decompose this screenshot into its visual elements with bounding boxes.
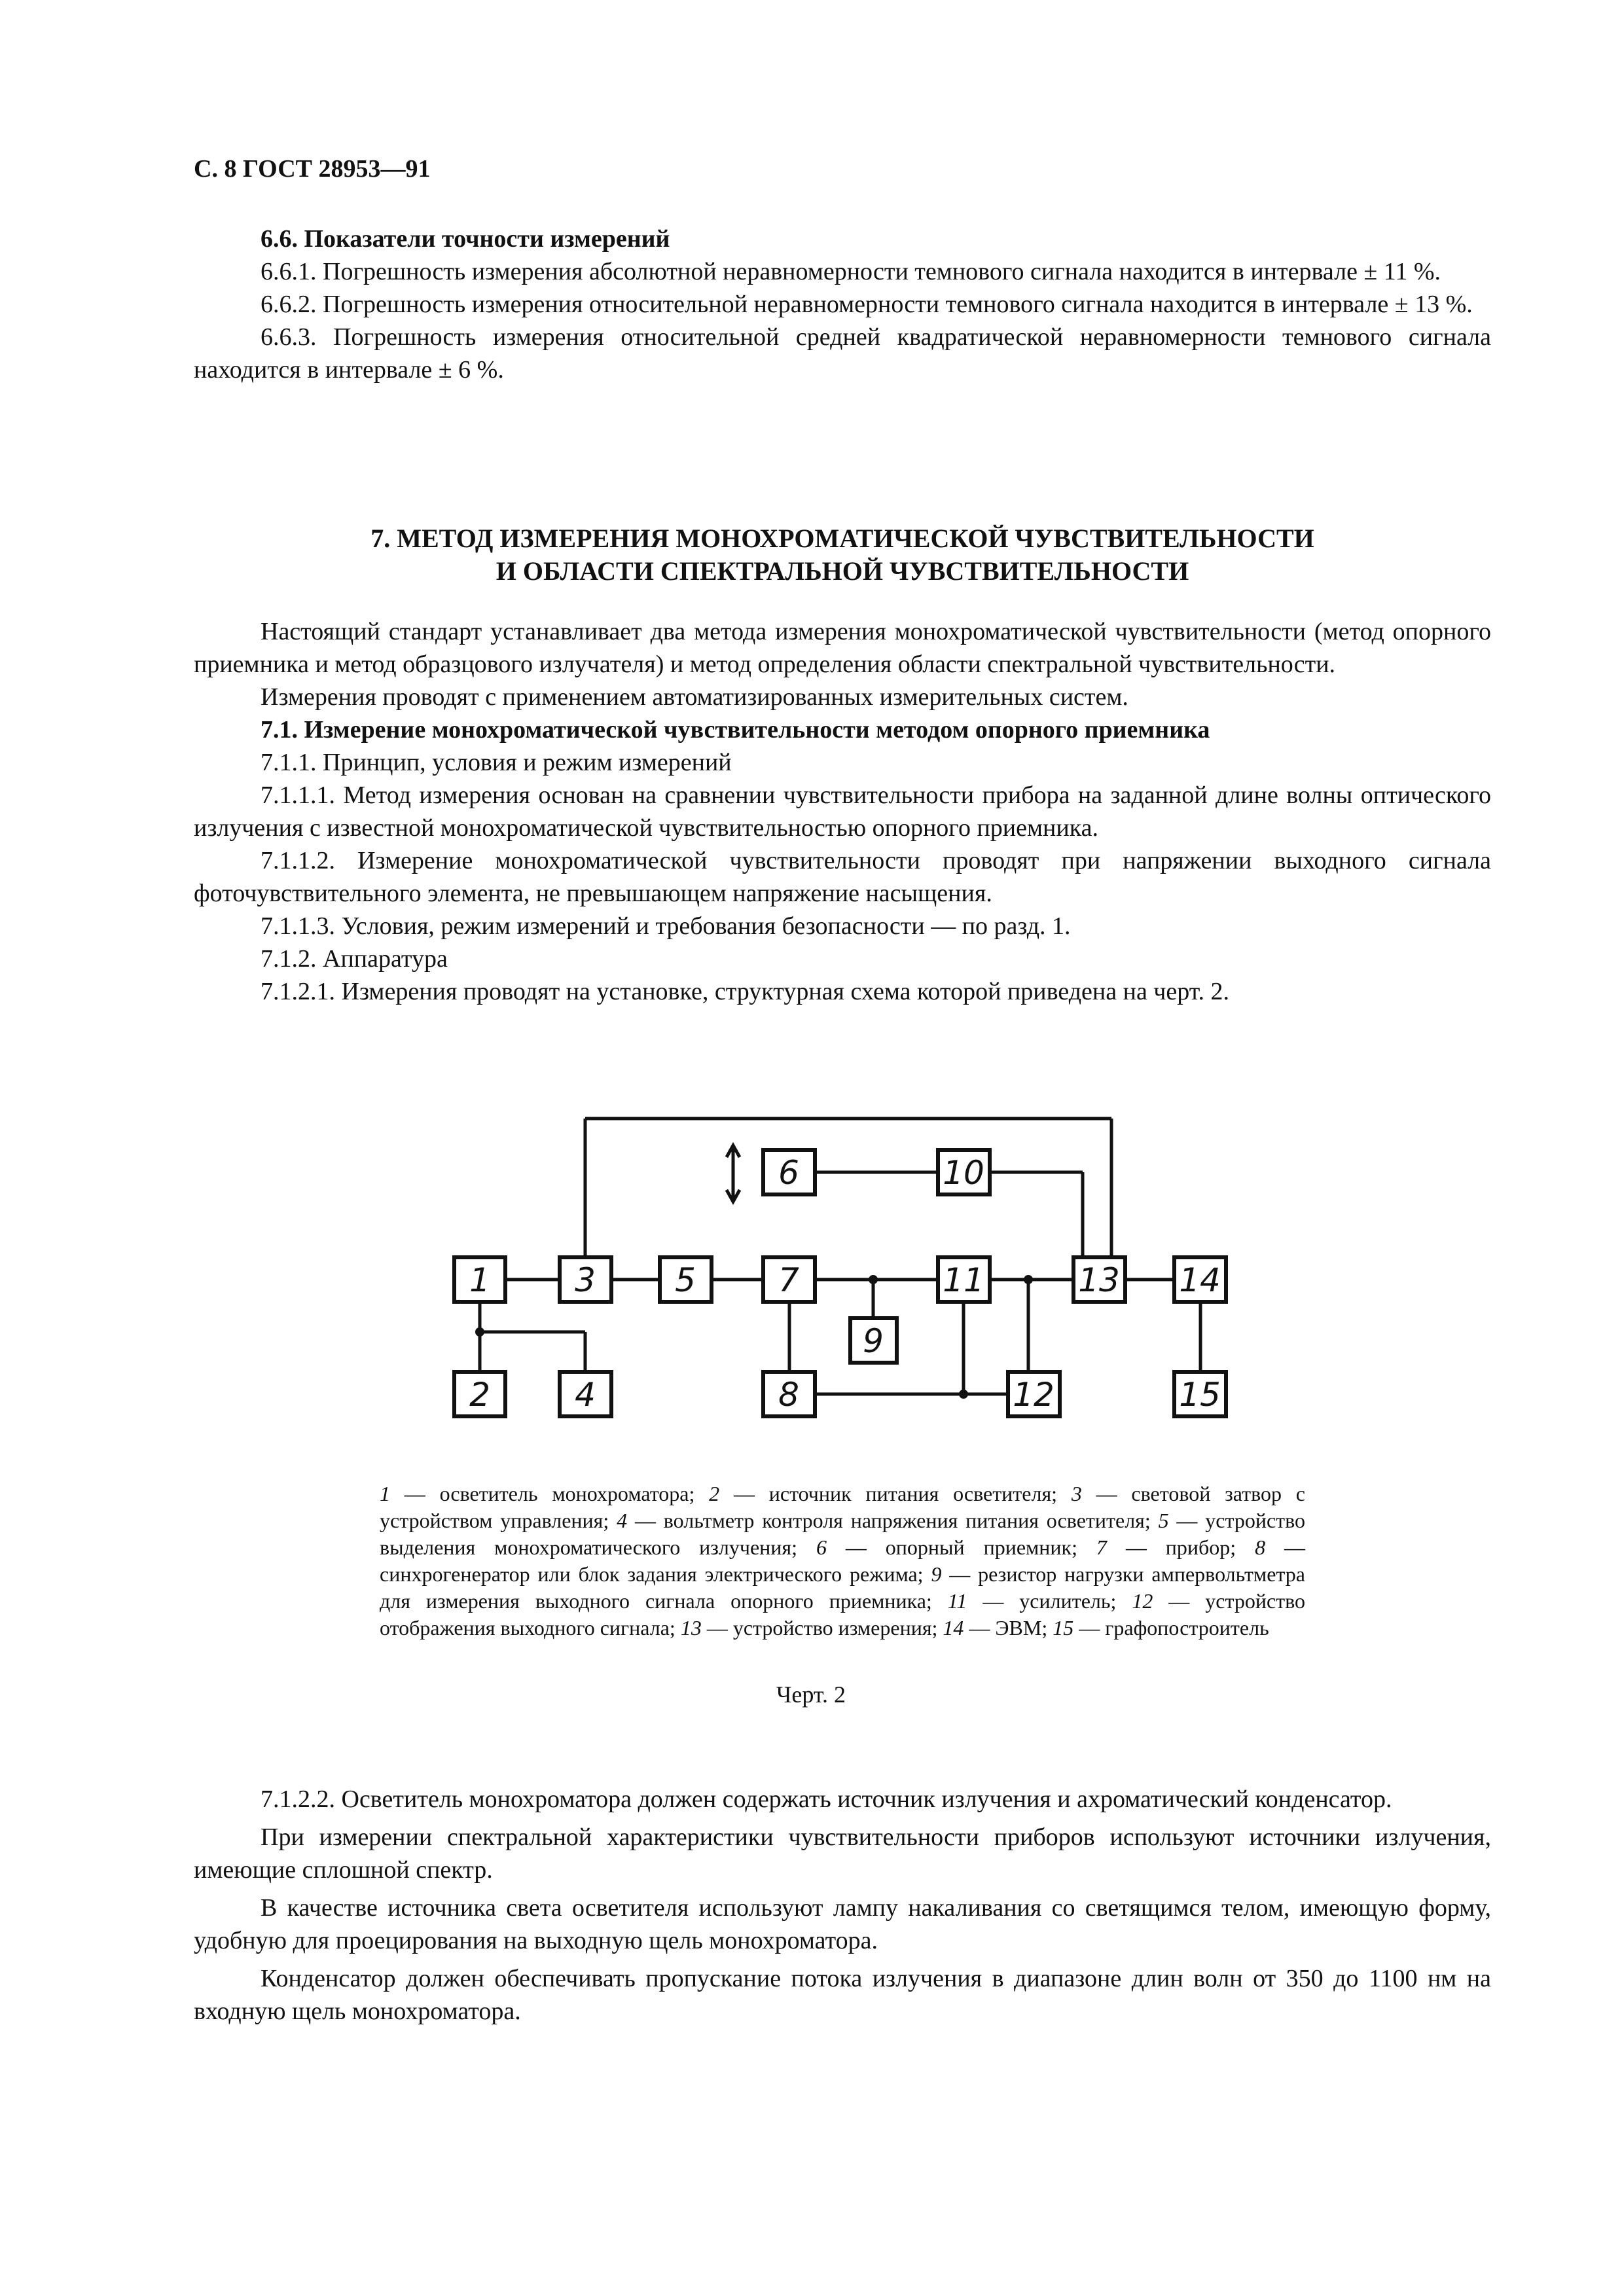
legend-entry: 6 — опорный приемник; bbox=[816, 1535, 1096, 1559]
section-title: 6.6. Показатели точности измерений bbox=[261, 225, 670, 253]
paragraph: 7.1.2.2. Осветитель монохроматора должен содержать источник излучения и ахроматический конденсатор. bbox=[261, 1785, 1392, 1813]
paragraph: 7.1.1.1. Метод измерения основан на сравнении чувствительности прибора на заданной длине волны оптического излучения с известной монохроматической чувствительностью опорного приемника. bbox=[194, 781, 1491, 842]
legend-entry: 4 — вольтметр контроля напряжения питания осветителя; bbox=[617, 1509, 1159, 1532]
legend-entry: 1 — осветитель монохроматора; bbox=[380, 1482, 710, 1505]
block-2 bbox=[454, 1372, 505, 1416]
paragraph: В качестве источника света осветителя используют лампу накаливания со светящимся телом, имеющую форму, удобную для проецирования на выходную щель монохроматора. bbox=[194, 1894, 1491, 1954]
legend-entry: 9 — резистор нагрузки ампервольтметра для измерения выходного сигнала опорного приемника; bbox=[380, 1562, 1306, 1613]
block-number: 4 bbox=[575, 1376, 596, 1414]
block-number: 15 bbox=[1179, 1376, 1221, 1414]
block-number: 8 bbox=[778, 1376, 799, 1414]
paragraph: 6.6.3. Погрешность измерения относительной средней квадратической неравномерности темнового сигнала находится в интервале ± 6 %. bbox=[194, 323, 1491, 384]
paragraph: 7.1.2.1. Измерения проводят на установке, структурная схема которой приведена на черт. 2. bbox=[261, 978, 1230, 1005]
section-7-continued bbox=[194, 1783, 1491, 2028]
legend-entry: 15 — графопостроитель bbox=[1053, 1616, 1269, 1640]
legend-entry: 5 — устройство выделения монохроматического излучения; bbox=[380, 1509, 1306, 1559]
block-number: 9 bbox=[863, 1322, 884, 1360]
block-3 bbox=[560, 1257, 611, 1302]
block-14 bbox=[1174, 1257, 1226, 1302]
block-8 bbox=[763, 1372, 815, 1416]
heading-line: 7. МЕТОД ИЗМЕРЕНИЯ МОНОХРОМАТИЧЕСКОЙ ЧУВСТВИТЕЛЬНОСТИ bbox=[370, 524, 1314, 553]
block-4 bbox=[560, 1372, 611, 1416]
legend-entry: 14 — ЭВМ; bbox=[943, 1616, 1053, 1640]
page-header: С. 8 ГОСТ 28953—91 bbox=[194, 155, 431, 183]
block-6 bbox=[763, 1150, 815, 1194]
junction-dot bbox=[475, 1327, 484, 1336]
diagram-caption bbox=[380, 1480, 1305, 1641]
legend-entry: 7 — прибор; bbox=[1096, 1535, 1255, 1559]
junction-dot bbox=[869, 1275, 878, 1284]
block-10 bbox=[938, 1150, 990, 1194]
heading-line: И ОБЛАСТИ СПЕКТРАЛЬНОЙ ЧУВСТВИТЕЛЬНОСТИ bbox=[496, 556, 1189, 586]
legend-entry: 2 — источник питания осветителя; bbox=[709, 1482, 1072, 1505]
paragraph: При измерении спектральной характеристики чувствительности приборов используют источники излучения, имеющие сплошной спектр. bbox=[194, 1823, 1491, 1884]
movement-arrow-icon bbox=[727, 1145, 740, 1202]
paragraph: Измерения проводят с применением автоматизированных измерительных систем. bbox=[261, 683, 1128, 711]
legend-entry: 12 — устройство отображения выходного сигнала; bbox=[380, 1589, 1306, 1640]
legend-entry: 3 — световой затвор с устройством управления; bbox=[380, 1482, 1306, 1532]
block-9 bbox=[850, 1318, 897, 1363]
block-number: 7 bbox=[778, 1261, 799, 1299]
block-11 bbox=[938, 1257, 990, 1302]
paragraph: 6.6.2. Погрешность измерения относительной неравномерности темнового сигнала находится в интервале ± 13 %. bbox=[261, 291, 1473, 318]
subsection-title: 7.1. Измерение монохроматической чувствительности методом опорного приемника bbox=[261, 716, 1210, 744]
block-12 bbox=[1008, 1372, 1060, 1416]
block-number: 2 bbox=[469, 1376, 490, 1414]
block-number: 1 bbox=[469, 1261, 490, 1299]
legend-entry: 13 — устройство измерения; bbox=[680, 1616, 943, 1640]
block-number: 10 bbox=[943, 1154, 984, 1192]
figure-label: Черт. 2 bbox=[776, 1681, 846, 1708]
paragraph: 7.1.1.3. Условия, режим измерений и требования безопасности — по разд. 1. bbox=[261, 912, 1071, 940]
block-13 bbox=[1073, 1257, 1125, 1302]
block-number: 13 bbox=[1078, 1261, 1120, 1299]
block-1 bbox=[454, 1257, 505, 1302]
block-number: 6 bbox=[778, 1154, 799, 1192]
legend-entry: 11 — усилитель; bbox=[947, 1589, 1132, 1613]
paragraph: 7.1.2. Аппаратура bbox=[261, 945, 448, 973]
block-number: 3 bbox=[575, 1261, 596, 1299]
junction-dot bbox=[959, 1390, 968, 1399]
paragraph: 6.6.1. Погрешность измерения абсолютной неравномерности темнового сигнала находится в интервале ± 11 %. bbox=[261, 258, 1441, 285]
block-7 bbox=[763, 1257, 815, 1302]
block-number: 12 bbox=[1013, 1376, 1054, 1414]
legend-entry: 8 — синхрогенератор или блок задания электрического режима; bbox=[380, 1535, 1306, 1586]
paragraph: 7.1.1. Принцип, условия и режим измерений bbox=[261, 749, 732, 776]
block-number: 14 bbox=[1179, 1261, 1221, 1299]
junction-dot bbox=[1024, 1275, 1033, 1284]
block-number: 5 bbox=[675, 1261, 696, 1299]
paragraph: Настоящий стандарт устанавливает два метода измерения монохроматической чувствительности (метод опорного приемника и метод образцового излучателя) и метод определения области спектральной чувствительности. bbox=[194, 618, 1491, 678]
paragraph: 7.1.1.2. Измерение монохроматической чувствительности проводят при напряжении выходного сигнала фоточувствительного элемента, не превышающем напряжение насыщения. bbox=[194, 847, 1491, 907]
block-5 bbox=[660, 1257, 712, 1302]
block-15 bbox=[1174, 1372, 1226, 1416]
paragraph: Конденсатор должен обеспечивать пропускание потока излучения в диапазоне длин волн от 350 до 1100 нм на входную щель монохроматора. bbox=[194, 1965, 1491, 2025]
block-number: 11 bbox=[943, 1261, 984, 1299]
